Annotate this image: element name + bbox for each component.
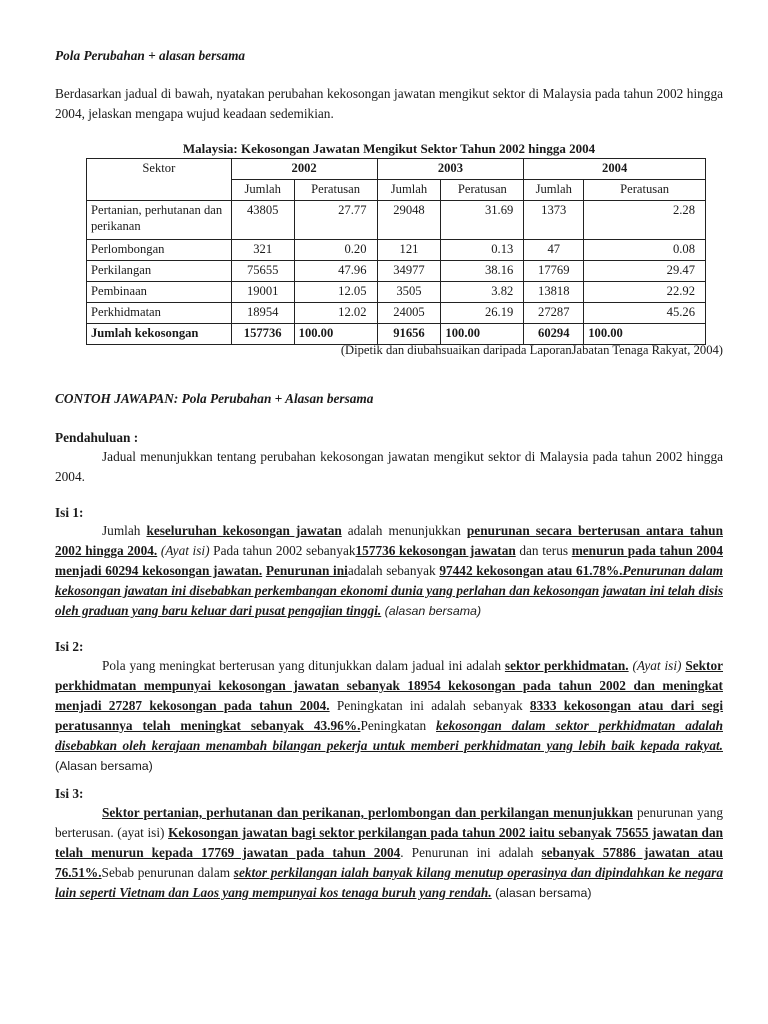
table-row [87,201,706,240]
emphasis-run: sebanyak 57886 jawatan atau 76.51%. [55,845,723,880]
value-cell: 17769 [524,261,584,282]
value-cell: 18954 [231,303,294,324]
total-cell: 100.00 [294,324,377,345]
sector-cell: Perkhidmatan [87,303,232,324]
text-run: Pada tahun 2002 sebanyak [209,543,356,558]
value-cell: 3505 [377,282,441,303]
subheader-jumlah: Jumlah [524,180,584,201]
text-run: adalah sebanyak [347,563,440,578]
emphasis-run: sektor perkhidmatan. [504,658,629,673]
table-row [87,240,706,261]
value-cell: 38.16 [441,261,524,282]
value-cell: 45.26 [584,303,706,324]
value-cell: 13818 [524,282,584,303]
value-cell: 0.20 [294,240,377,261]
emphasis-run: penurunan secara berterusan antara tahun 2002 hingga 2004. [55,523,723,558]
value-cell: 22.92 [584,282,706,303]
sector-cell: Pembinaan [87,282,232,303]
text-run: penurunan yang berterusan. (ayat isi) [55,805,724,840]
sector-cell: Perlombongan [87,240,232,261]
page-heading: Pola Perubahan + alasan bersama [55,48,246,63]
value-cell: 29.47 [584,261,706,282]
table-source: (Dipetik dan diubahsuaikan daripada LaporanJabatan Tenaga Rakyat, 2004) [340,343,723,357]
table-header-row [87,159,706,180]
value-cell: 321 [231,240,294,261]
emphasis-run: Sektor perkhidmatan mempunyai kekosongan jawatan sebanyak 18954 kekosongan pada tahun 2002 dan meningkat menjadi 27287 kekosongan pada tahun 2004. [55,658,724,713]
value-cell: 12.05 [294,282,377,303]
total-cell: 91656 [377,324,441,345]
isi2-paragraph [55,656,723,776]
vacancy-table [86,158,706,345]
text-run: Sebab penurunan dalam [101,865,234,880]
reason-run: sektor perkilangan ialah banyak kilang menutup operasinya dan dipindahkan ke negara lain seperti Vietnam dan Laos yang mempunyai kos tenaga buruh yang rendah. [55,865,723,900]
subheader-jumlah: Jumlah [377,180,441,201]
value-cell: 47.96 [294,261,377,282]
tag-run: (Ayat isi) [628,658,682,673]
subheader-jumlah: Jumlah [231,180,294,201]
question-text: Berdasarkan jadual di bawah, nyatakan perubahan kekosongan jawatan mengikut sektor di Malaysia pada tahun 2002 hingga 2004, jelaskan mengapa wujud keadaan sedemikian. [55,86,723,121]
header-year: 2002 [231,159,377,180]
value-cell: 2.28 [584,201,706,240]
value-cell: 26.19 [441,303,524,324]
total-cell: 157736 [231,324,294,345]
tag-run: (Ayat isi) [157,543,210,558]
tag-run: (alasan bersama) [491,886,592,900]
isi2-title: Isi 2: [55,639,84,654]
text-run: Peningkatan [360,718,437,733]
emphasis-run: 157736 kekosongan jawatan [355,543,516,558]
value-cell: 0.08 [584,240,706,261]
emphasis-run: 8333 kekosongan atau dari segi peratusannya telah meningkat sebanyak 43.96%. [55,698,724,733]
header-sector: Sektor [87,159,232,201]
header-year: 2004 [524,159,706,180]
emphasis-run: menurun pada tahun 2004 menjadi 60294 kekosongan jawatan. [55,543,724,578]
reason-run: Penurunan dalam kekosongan jawatan ini disebabkan perkembangan ekonomi dunia yang perlahan dan kekosongan jawatan ini telah disis oleh graduan yang baru keluar dari pusat pengajian tinggi. [55,563,723,618]
text-run: Pola yang meningkat berterusan yang ditunjukkan dalam jadual ini adalah [102,658,505,673]
table-row [87,303,706,324]
total-cell: 100.00 [441,324,524,345]
answer-heading: CONTOH JAWAPAN: Pola Perubahan + Alasan bersama [55,391,374,406]
table-row [87,282,706,303]
subheader-peratusan: Peratusan [294,180,377,201]
value-cell: 43805 [231,201,294,240]
emphasis-run: 97442 kekosongan atau 61.78%. [439,563,623,578]
value-cell: 12.02 [294,303,377,324]
tag-run: (Alasan bersama) [55,759,153,773]
header-year: 2003 [377,159,524,180]
text-run: adalah menunjukkan [341,523,467,538]
total-cell: 60294 [524,324,584,345]
emphasis-run: keseluruhan kekosongan jawatan [146,523,342,538]
value-cell: 34977 [377,261,441,282]
value-cell: 3.82 [441,282,524,303]
value-cell: 121 [377,240,441,261]
table-caption: Malaysia: Kekosongan Jawatan Mengikut Sektor Tahun 2002 hingga 2004 [182,141,596,156]
tag-run: (alasan bersama) [381,604,482,618]
value-cell: 31.69 [441,201,524,240]
value-cell: 27287 [524,303,584,324]
sector-cell: Pertanian, perhutanan dan perikanan [87,201,232,240]
subheader-peratusan: Peratusan [584,180,706,201]
subheader-peratusan: Peratusan [441,180,524,201]
value-cell: 1373 [524,201,584,240]
text-run: Jumlah [102,523,147,538]
emphasis-run: Sektor pertanian, perhutanan dan perikanan, perlombongan dan perkilangan menunjukkan [102,805,633,820]
intro-text: Jadual menunjukkan tentang perubahan kekosongan jawatan mengikut sektor di Malaysia pada tahun 2002 hingga 2004. [55,449,723,484]
text-run: dan terus [515,543,572,558]
text-run: Peningkatan ini adalah sebanyak [329,698,530,713]
isi3-paragraph [55,803,723,903]
value-cell: 75655 [231,261,294,282]
intro-title: Pendahuluan : [55,430,139,445]
value-cell: 27.77 [294,201,377,240]
value-cell: 0.13 [441,240,524,261]
isi1-paragraph [55,521,723,621]
total-label: Jumlah kekosongan [87,324,232,345]
text-run: . Penurunan ini adalah [400,845,542,860]
table-row [87,261,706,282]
emphasis-run: Penurunan ini [265,563,348,578]
value-cell: 19001 [231,282,294,303]
sector-cell: Perkilangan [87,261,232,282]
isi3-title: Isi 3: [55,786,84,801]
isi1-title: Isi 1: [55,505,84,520]
reason-run: kekosongan dalam sektor perkhidmatan adalah disebabkan oleh kerajaan menambah bilangan pekerja untuk memberi perkhidmatan yang lebih baik kepada rakyat. [55,718,723,753]
value-cell: 24005 [377,303,441,324]
value-cell: 29048 [377,201,441,240]
total-cell: 100.00 [584,324,706,345]
emphasis-run: Kekosongan jawatan bagi sektor perkilangan pada tahun 2002 iaitu sebanyak 75655 jawatan dan telah menurun kepada 17769 jawatan pada tahun 2004 [55,825,723,860]
value-cell: 47 [524,240,584,261]
